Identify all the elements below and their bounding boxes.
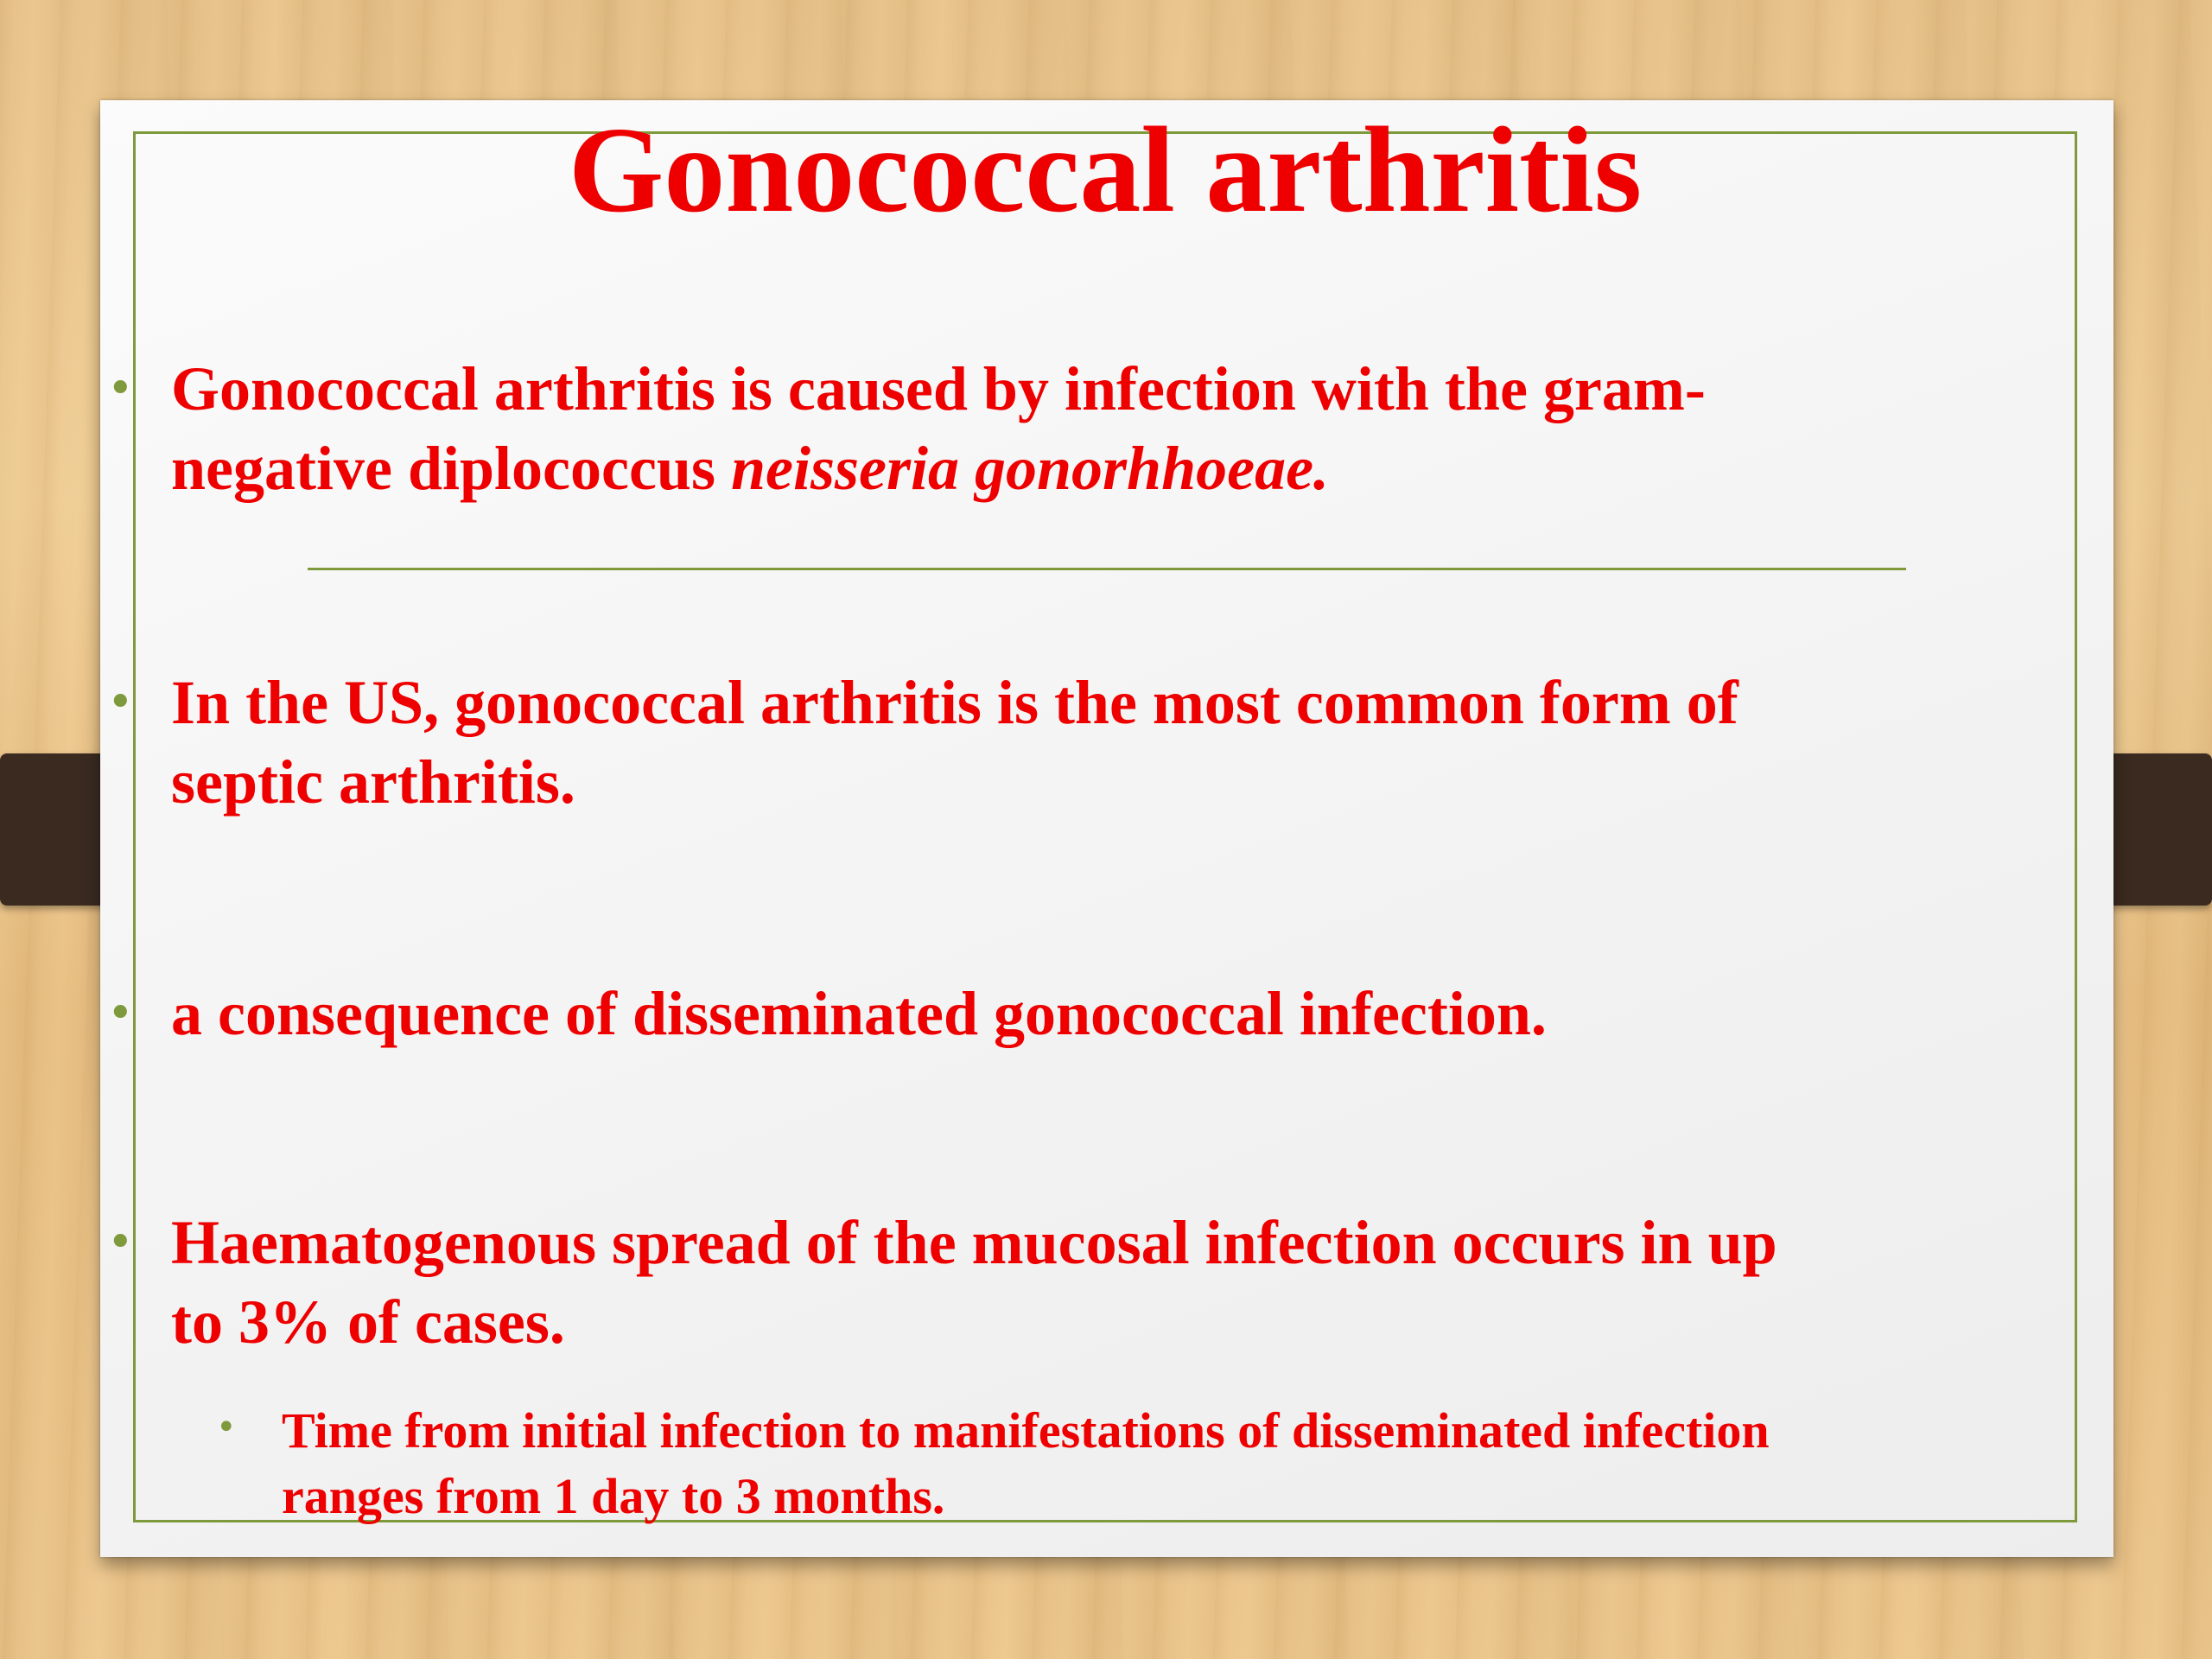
sub-bullet-text (282, 1398, 1770, 1529)
sub-bullet-line-1: Time from initial infection to manifestations of disseminated infection (282, 1402, 1770, 1459)
sub-bullet-line-2: ranges from 1 day to 3 months. (282, 1468, 945, 1524)
bullet-2-line-2: septic arthritis. (171, 747, 575, 817)
bullet-4-line-1: Haematogenous spread of the mucosal infection occurs in up (171, 1208, 1777, 1277)
bullet-1-species-name: neisseria gonorhhoeae. (730, 434, 1330, 503)
bullet-2-line-1: In the US, gonococcal arthritis is the most common form of (171, 668, 1738, 737)
bullet-marker: • (107, 1217, 134, 1268)
bullet-text-1 (171, 349, 1706, 508)
bullet-marker: • (107, 677, 134, 728)
slide-title: Gonococcal arthritis (568, 101, 1643, 238)
bullet-1-line-2: negative diplococcus (171, 434, 731, 503)
bullet-4-line-2: to 3% of cases. (171, 1287, 565, 1357)
bullet-marker: • (107, 363, 134, 415)
bullet-text-2 (171, 663, 1738, 822)
bullet-text-4 (171, 1203, 1777, 1362)
bullet-3-line-1: a consequence of disseminated gonococcal infection. (171, 979, 1547, 1048)
section-divider (308, 568, 1906, 570)
sub-bullet-marker: • (216, 1408, 237, 1447)
bullet-1-line-1: Gonococcal arthritis is caused by infection with the gram- (171, 354, 1706, 423)
bullet-text-3 (171, 974, 1547, 1053)
bullet-marker: • (107, 988, 134, 1039)
